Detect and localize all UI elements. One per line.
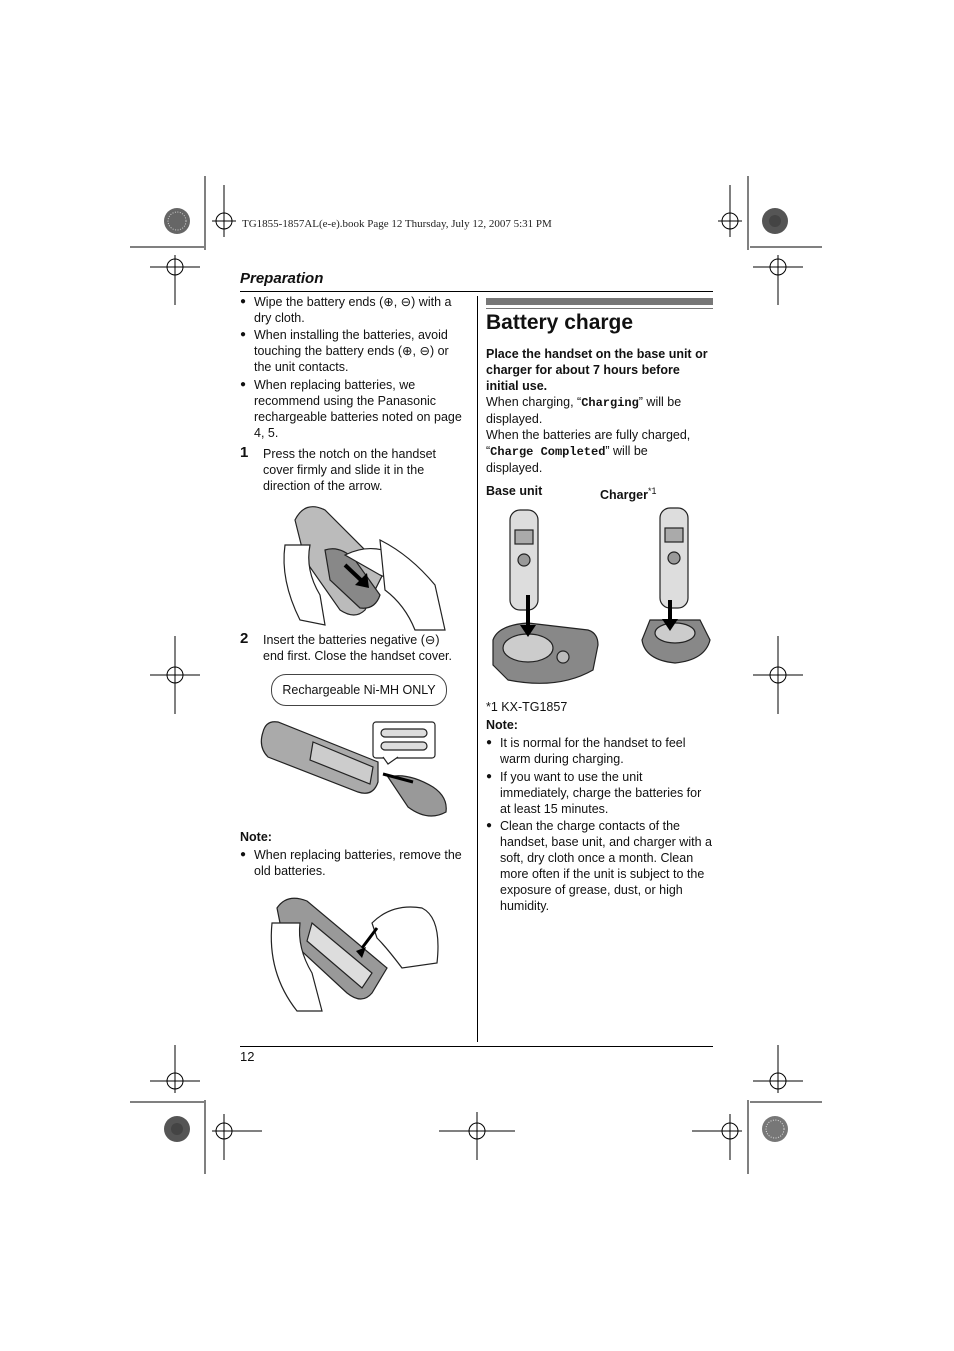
footnote: *1 KX-TG1857 (486, 700, 568, 714)
minus-icon: ⊖ (424, 633, 436, 647)
charging-text: When charging, “Charging” will be displayed. When the batteries are fully charged, “Charge Completed” will be displayed. (486, 395, 691, 475)
bullet-glyph: ● (486, 771, 493, 782)
column-divider (477, 296, 478, 1042)
bullet-glyph: ● (486, 820, 493, 831)
bullet-glyph: ● (240, 296, 247, 307)
callout-label: Rechargeable Ni-MH ONLY (271, 674, 447, 706)
handset-cover-illustration (285, 500, 445, 630)
bullet-glyph: ● (486, 737, 493, 748)
footnote-mark: *1 (647, 486, 657, 496)
header-rule (240, 291, 713, 292)
title-underline (486, 308, 713, 309)
plus-icon: ⊕ (383, 295, 394, 309)
base-unit-illustration (488, 505, 603, 690)
section-title: Preparation (240, 270, 324, 287)
battery-remove-illustration (272, 893, 442, 1013)
battery-insert-illustration (258, 712, 458, 822)
bullet-glyph: ● (240, 379, 247, 390)
minus-icon: ⊖ (400, 295, 412, 309)
note-label: Note: (486, 718, 518, 732)
charger-illustration (640, 505, 715, 670)
bullet-glyph: ● (240, 849, 247, 860)
intro-text: Place the handset on the base unit or charger for about 7 hours before initial use. (486, 347, 708, 393)
display-message: Charging (581, 396, 639, 410)
page-heading: Battery charge (486, 311, 634, 334)
bullet-glyph: ● (240, 329, 247, 340)
display-message: Charge Completed (490, 445, 606, 459)
title-bar (486, 298, 713, 305)
note-label: Note: (240, 830, 272, 844)
label-base-unit: Base unit (486, 484, 543, 498)
minus-icon: ⊖ (419, 344, 430, 358)
footer-rule (240, 1046, 713, 1047)
print-header: TG1855-1857AL(e-e).book Page 12 Thursday, July 12, 2007 5:31 PM (242, 218, 552, 230)
plus-icon: ⊕ (402, 344, 413, 358)
step-number: 2 (240, 630, 249, 647)
page-number: 12 (240, 1049, 255, 1064)
label-charger: Charger$^{*1}$ (600, 486, 657, 503)
step-number: 1 (240, 444, 249, 461)
